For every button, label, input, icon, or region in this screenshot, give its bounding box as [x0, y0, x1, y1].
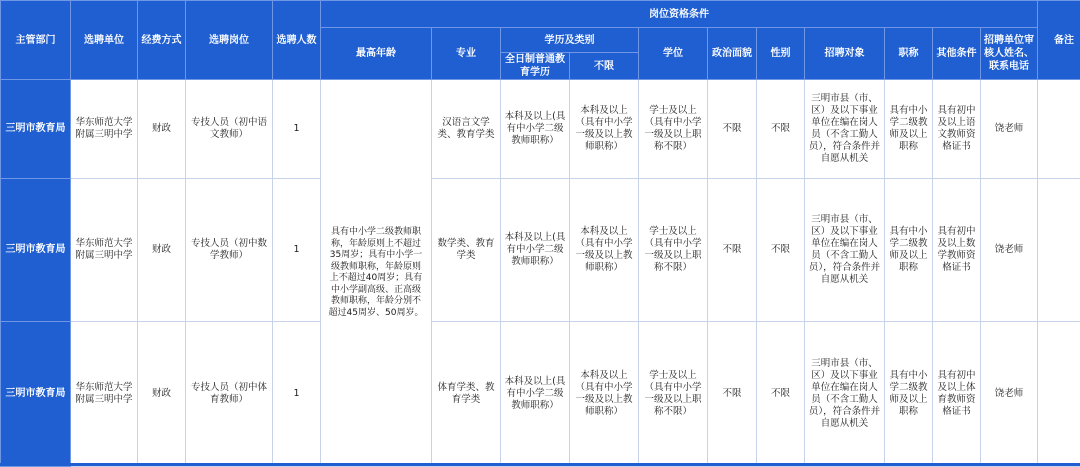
cell-target: 三明市县（市、区）及以下事业单位在编在岗人员（不含工勤人员），符合条件并自愿从机关 — [805, 179, 885, 322]
cell-title: 具有中小学二级教师及以上职称 — [885, 179, 933, 322]
cell-dept: 三明市教育局 — [1, 179, 71, 322]
cell-degree: 学士及以上（具有中小学一级及以上职称不限） — [639, 179, 708, 322]
header-remark: 备注 — [1038, 1, 1080, 80]
cell-degree: 学士及以上（具有中小学一级及以上职称不限） — [639, 322, 708, 467]
cell-contact: 饶老师 — [981, 179, 1038, 322]
cell-unit: 华东师范大学附属三明中学 — [71, 322, 138, 467]
table-row — [1, 322, 1080, 467]
cell-funding: 财政 — [138, 80, 186, 179]
cell-gender: 不限 — [757, 179, 805, 322]
cell-unlimited: 本科及以上（具有中小学一级及以上教师职称） — [570, 179, 639, 322]
header-funding: 经费方式 — [138, 1, 186, 80]
cell-unlimited: 本科及以上（具有中小学一级及以上教师职称） — [570, 80, 639, 179]
header-count: 选聘人数 — [273, 1, 321, 80]
header-gender: 性别 — [757, 28, 805, 80]
cell-other: 具有初中及以上语文教师资格证书 — [933, 80, 981, 179]
cell-major: 数学类、教育学类 — [432, 179, 501, 322]
cell-political: 不限 — [708, 322, 757, 467]
header-dept: 主管部门 — [1, 1, 71, 80]
cell-major: 体育学类、教育学类 — [432, 322, 501, 467]
header-age: 最高年龄 — [321, 28, 432, 80]
cell-target: 三明市县（市、区）及以下事业单位在编在岗人员（不含工勤人员），符合条件并自愿从机关 — [805, 322, 885, 467]
cell-title: 具有中小学二级教师及以上职称 — [885, 80, 933, 179]
cell-target: 三明市县（市、区）及以下事业单位在编在岗人员（不含工勤人员），符合条件并自愿从机关 — [805, 80, 885, 179]
cell-age-requirement: 具有中小学二级教师职称，年龄原则上不超过35周岁；具有中小学一级教师职称，年龄原则上不超过40周岁；具有中小学副高级、正高级教师职称，年龄分别不超过45周岁、50周岁。 — [321, 80, 432, 467]
header-post: 选聘岗位 — [186, 1, 273, 80]
header-target: 招聘对象 — [805, 28, 885, 80]
cell-remark — [1038, 322, 1080, 467]
cell-fulltime: 本科及以上(具有中小学二级教师职称） — [501, 322, 570, 467]
cell-other: 具有初中及以上体育教师资格证书 — [933, 322, 981, 467]
cell-political: 不限 — [708, 179, 757, 322]
cell-dept: 三明市教育局 — [1, 322, 71, 467]
header-political: 政治面貌 — [708, 28, 757, 80]
header-education-group: 学历及类别 — [501, 28, 639, 53]
cell-other: 具有初中及以上数学教师资格证书 — [933, 179, 981, 322]
cell-fulltime: 本科及以上(具有中小学二级教师职称） — [501, 80, 570, 179]
cell-post: 专技人员（初中语文教师） — [186, 80, 273, 179]
cell-gender: 不限 — [757, 80, 805, 179]
cell-unlimited: 本科及以上（具有中小学一级及以上教师职称） — [570, 322, 639, 467]
header-contact: 招聘单位审核人姓名、联系电话 — [981, 28, 1038, 80]
header-qualification-group: 岗位资格条件 — [321, 1, 1038, 28]
cell-count: 1 — [273, 80, 321, 179]
table-row — [1, 80, 1080, 179]
cell-degree: 学士及以上（具有中小学一级及以上职称不限） — [639, 80, 708, 179]
cell-funding: 财政 — [138, 179, 186, 322]
header-other: 其他条件 — [933, 28, 981, 80]
header-major: 专业 — [432, 28, 501, 80]
cell-major: 汉语言文学类、教育学类 — [432, 80, 501, 179]
cell-contact: 饶老师 — [981, 80, 1038, 179]
cell-post: 专技人员（初中体育教师） — [186, 322, 273, 467]
header-degree: 学位 — [639, 28, 708, 80]
table-row — [1, 179, 1080, 322]
cell-gender: 不限 — [757, 322, 805, 467]
cell-post: 专技人员（初中数学教师） — [186, 179, 273, 322]
cell-count: 1 — [273, 322, 321, 467]
cell-remark — [1038, 179, 1080, 322]
cell-fulltime: 本科及以上(具有中小学二级教师职称） — [501, 179, 570, 322]
header-fulltime: 全日制普通教育学历 — [501, 53, 570, 80]
cell-unit: 华东师范大学附属三明中学 — [71, 80, 138, 179]
cell-contact: 饶老师 — [981, 322, 1038, 467]
cell-count: 1 — [273, 179, 321, 322]
cell-political: 不限 — [708, 80, 757, 179]
cell-remark — [1038, 80, 1080, 179]
cell-unit: 华东师范大学附属三明中学 — [71, 179, 138, 322]
header-unlimited: 不限 — [570, 53, 639, 80]
header-unit: 选聘单位 — [71, 1, 138, 80]
cell-title: 具有中小学二级教师及以上职称 — [885, 322, 933, 467]
header-title: 职称 — [885, 28, 933, 80]
cell-funding: 财政 — [138, 322, 186, 467]
cell-dept: 三明市教育局 — [1, 80, 71, 179]
